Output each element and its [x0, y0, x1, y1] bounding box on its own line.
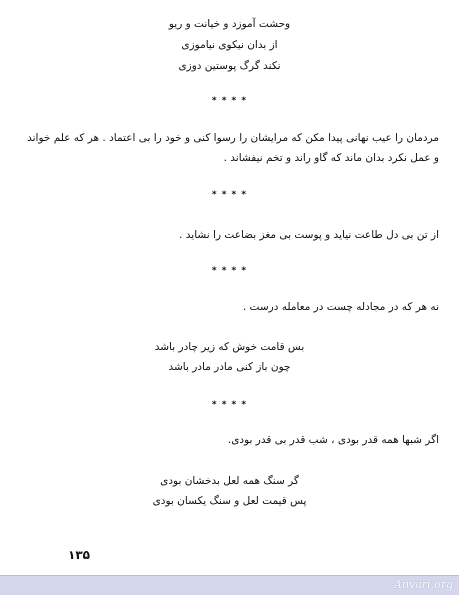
poem-line: پس قیمت لعل و سنگ یکسان بودی — [152, 495, 307, 507]
poem-line: گر سنگ همه لعل بدخشان بودی — [160, 475, 299, 487]
site-logo[interactable]: Anvari.org — [394, 578, 453, 591]
section-separator: * * * * — [211, 190, 248, 200]
page-number: ۱۳۵ — [68, 548, 90, 562]
poem-line: وحشت آموزد و خیانت و ریو — [168, 18, 291, 30]
poem-line: نکند گرگ پوستین دوزی — [178, 60, 281, 72]
paragraph: مردمان را عیب نهانی پیدا مکن که مرایشان را رسوا کنی و خود را بی اعتماد . هر که علم خواند و عمل نکرد بدان ماند که گاو راند و تخم نیفشاند . — [27, 132, 439, 164]
poem-line: بس قامت خوش که زیر چادر باشد — [154, 341, 305, 353]
poem-line: چون باز کنی مادر مادر باشد — [168, 361, 291, 373]
section-separator: * * * * — [211, 96, 248, 106]
paragraph: اگر شبها همه قدر بودی ، شب قدر بی قدر بودی. — [227, 434, 439, 446]
paragraph: نه هر که در مجادله چست در معامله درست . — [242, 301, 439, 313]
section-separator: * * * * — [211, 266, 248, 276]
poem-line: از بدان نیکوی نیاموزی — [181, 39, 278, 51]
footer-bar — [0, 575, 459, 595]
paragraph: از تن بی دل طاعت نیاید و پوست بی مغز بضاعت را نشاید . — [179, 229, 439, 241]
section-separator: * * * * — [211, 400, 248, 410]
